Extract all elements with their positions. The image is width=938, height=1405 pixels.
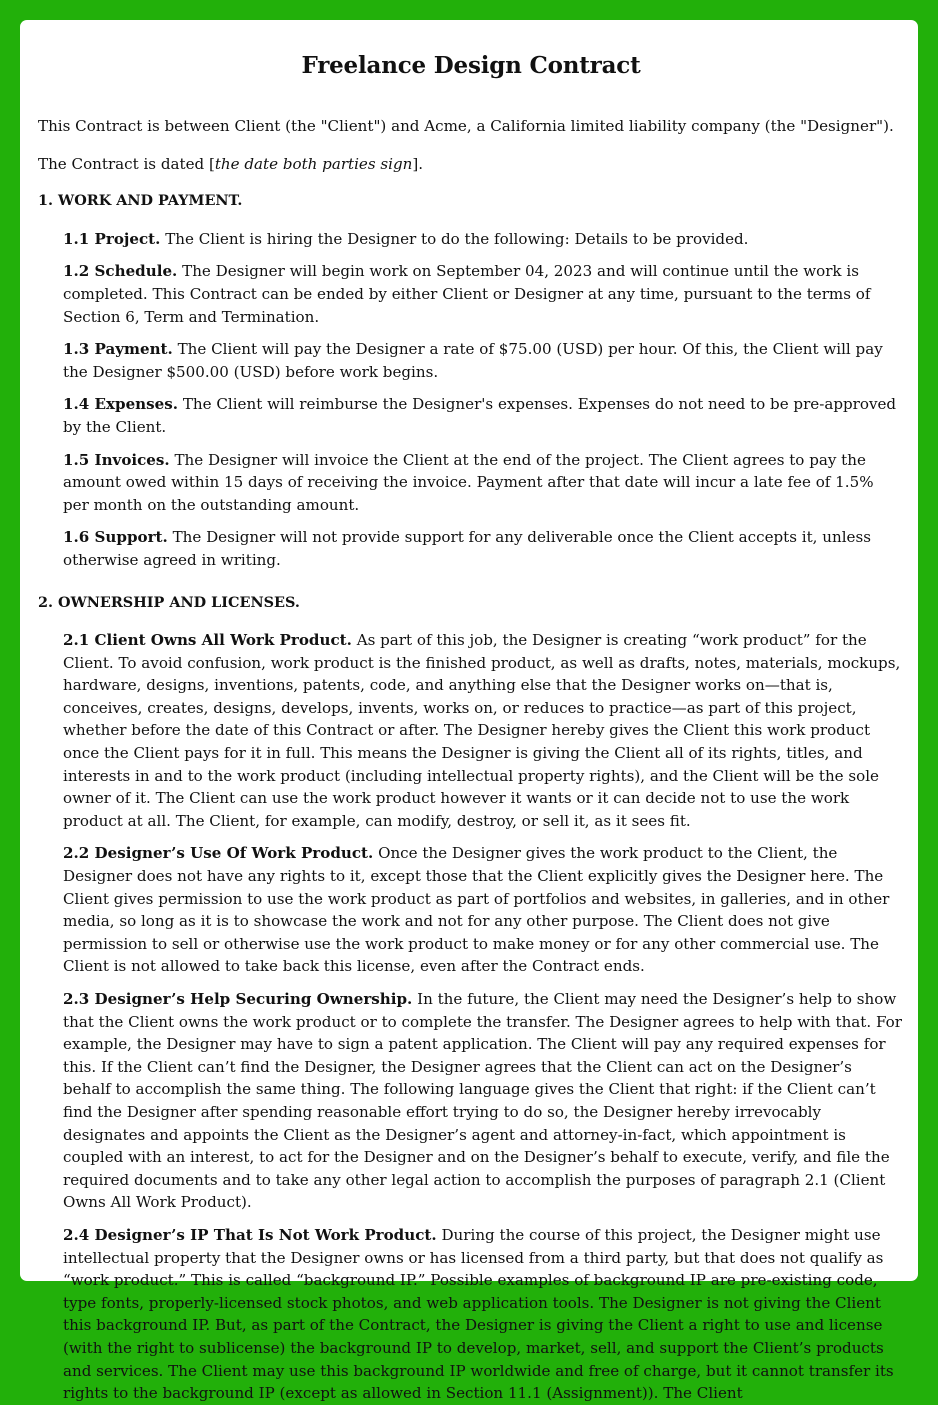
intro-date-italic: the date both parties sign [214,154,413,173]
clause [38,842,904,978]
section-heading: 2. OWNERSHIP AND LICENSES. [38,593,300,611]
clause-text: The Designer will not provide support for any deliverable once the Client accepts it, unless otherwise agreed in writing. [63,528,871,569]
clause-label: 2.4 Designer’s IP That Is Not Work Product. [63,1225,437,1244]
clause-label: 2.3 Designer’s Help Securing Ownership. [63,990,413,1008]
clause-text: The Designer will begin work on September 04, 2023 and will continue until the work is completed. This Contract can be ended by either Client or Designer at any time, pursuant to the terms of Section 6, Term and Termination. [63,262,871,326]
clause-text: The Client will pay the Designer a rate of $75.00 (USD) per hour. Of this, the Client will pay the Designer $500.00 (USD) before work begins. [63,340,883,381]
clause [38,629,904,832]
clause-label: 1.1 Project. [63,229,161,248]
clause-label: 1.5 Invoices. [63,450,170,469]
clause-label: 1.4 Expenses. [63,395,179,414]
clause-label: 1.6 Support. [63,528,168,547]
clause [38,988,904,1214]
clause-label: 2.1 Client Owns All Work Product. [63,631,352,650]
clause-text: Once the Designer gives the work product to the Client, the Designer does not have any rights to it, except those that the Client explicitly gives the Designer here. The Client gives permission to use the work product as part of portfolios and websites, in galleries, and in other media, so long as it is to showcase the work and not for any other purpose. The Client does not give permission to sell or otherwise use the work product to make money or for any other commercial use. The Client is not allowed to take back this license, even after the Contract ends. [63,844,890,976]
clause-text: The Client will reimburse the Designer's expenses. Expenses do not need to be pre-approved by the Client. [63,395,897,436]
intro-date [38,153,904,176]
clause-label: 1.2 Schedule. [63,262,178,281]
section-heading: 1. WORK AND PAYMENT. [38,192,243,210]
spacer [38,582,904,588]
clause [38,393,904,438]
intro-date-suffix: ]. [412,154,424,173]
clause-text: As part of this job, the Designer is creating “work product” for the Client. To avoid confusion, work product is the finished product, as well as drafts, notes, materials, mockups, hardware, designs, inventions, patents, code, and anything else that the Designer works on—that is, conceives, creates, designs, develops, invents, works on, or reduces to practice—as part of this project, whether before the date of this Contract or after. The Designer hereby gives the Client this work product once the Client pays for it in full. This means the Designer is giving the Client all of its rights, titles, and interests in and to the work product (including intellectual property rights), and the Client will be the sole owner of it. The Client can use the work product however it wants or it can decide not to use the work product at all. The Client, for example, can modify, destroy, or sell it, as it sees fit. [63,631,901,830]
page-title: Freelance Design Contract [301,52,641,79]
clause [38,449,904,517]
clause-label: 2.2 Designer’s Use Of Work Product. [63,844,374,863]
clause [38,338,904,383]
clause [38,228,904,251]
clause-text: In the future, the Client may need the Designer’s help to show that the Client owns the work product or to complete the transfer. The Designer agrees to help with that. For example, the Designer may have to sign a patent application. The Client will pay any required expenses for this. If the Client can’t find the Designer, the Designer agrees that the Client can act on the Designer’s behalf to accomplish the same thing. The following language gives the Client that right: if the Client can’t find the Designer after spending reasonable effort trying to do so, the Designer hereby irrevocably designates and appoints the Client as the Designer’s agent and attorney-in-fact, which appointment is coupled with an interest, to act for the Designer and on the Designer’s behalf to execute, verify, and file the required documents and to take any other legal action to accomplish the purposes of paragraph 2.1 (Client Owns All Work Product). [63,990,902,1212]
intro-date-prefix: The Contract is dated [ [38,154,215,173]
clause-text: The Designer will invoice the Client at the end of the project. The Client agrees to pay the amount owed within 15 days of receiving the invoice. Payment after that date will incur a late fee of 1.5% per month on the outstanding amount. [63,450,874,514]
clause-label: 1.3 Payment. [63,340,173,359]
clause [38,1224,904,1405]
clause-text: The Client is hiring the Designer to do the following: Details to be provided. [165,229,749,248]
clause-text: During the course of this project, the Designer might use intellectual property that the Designer owns or has licensed from a third party, but that does not qualify as “work product.” This is called “background IP.” Possible examples of background IP are pre-existing code, type fonts, properly-licensed stock photos, and web application tools. The Designer is not giving the Client this background IP. But, as part of the Contract, the Designer is giving the Client a right to use and license (with the right to sublicense) the background IP to develop, market, sell, and support the Client’s products and services. The Client may use this background IP worldwide and free of charge, but it cannot transfer its rights to the background IP (except as allowed in Section 11.1 (Assignment)). The Client [63,1225,894,1403]
clause [38,260,904,328]
intro-parties: This Contract is between Client (the "Client") and Acme, a California limited liability company (the "Designer"). [38,117,894,135]
contract-document [20,20,918,1403]
clause [38,526,904,571]
